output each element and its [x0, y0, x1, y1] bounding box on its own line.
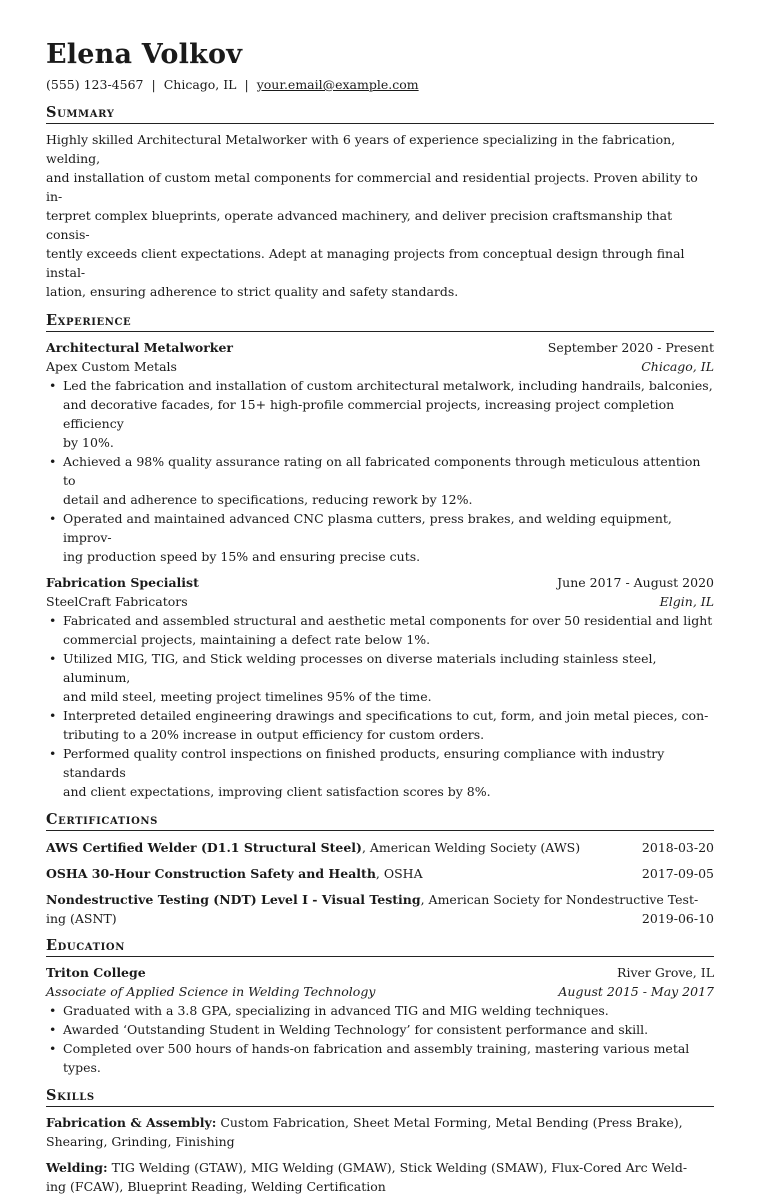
cert-name: OSHA 30-Hour Construction Safety and Health — [46, 866, 376, 881]
job-bullets — [46, 611, 714, 801]
skill-list: ing (FCAW), Blueprint Reading, Welding Certification — [46, 1179, 386, 1194]
section-title-skills: Skills — [46, 1086, 714, 1107]
bullet-item: • Completed over 500 hours of hands-on fabrication and assembly training, mastering various metal types. — [63, 1039, 714, 1077]
summary-line: and installation of custom metal components for commercial and residential projects. Proven ability to in- — [46, 170, 698, 204]
cert-date: 2018-03-20 — [641, 840, 714, 855]
summary-line: lation, ensuring adherence to strict quality and safety standards. — [46, 284, 459, 299]
skill-list: TIG Welding (GTAW), MIG Welding (GMAW), Stick Welding (SMAW), Flux-Cored Arc Weld- — [107, 1160, 688, 1175]
bullet-item: • Performed quality control inspections on finished products, ensuring compliance with industry standards and client expectations, improving client satisfaction scores by 8%. — [63, 744, 714, 801]
cert-date: 2017-09-05 — [641, 866, 714, 881]
degree: Associate of Applied Science in Welding Technology — [46, 984, 376, 999]
bullet-item: • Graduated with a 3.8 GPA, specializing in advanced TIG and MIG welding techniques. — [63, 1001, 714, 1020]
bullet-item: • Interpreted detailed engineering drawings and specifications to cut, form, and join metal pieces, con- tributing to a 20% increase in output efficiency for custom orders. — [63, 706, 714, 744]
candidate-name: Elena Volkov — [46, 39, 243, 70]
job-location: Chicago, IL — [641, 359, 714, 374]
school-location: River Grove, IL — [617, 965, 714, 980]
skills-section — [46, 1086, 714, 1196]
cert-date: 2019-06-10 — [641, 911, 714, 926]
education-section — [46, 936, 714, 1077]
section-title-certifications: Certifications — [46, 810, 714, 831]
bullet-item: • Achieved a 98% quality assurance rating on all fabricated components through meticulous attention to detail and adherence to specifications, reducing rework by 12%. — [63, 452, 714, 509]
location: Chicago, IL — [163, 77, 237, 92]
cert-issuer: , American Welding Society (AWS) — [361, 840, 581, 855]
summary-line: terpret complex blueprints, operate advanced machinery, and deliver precision craftsmanship that consis- — [46, 208, 673, 242]
summary-line: tently exceeds client expectations. Adept at managing projects from conceptual design through final instal- — [46, 246, 685, 280]
job-dates: September 2020 - Present — [547, 340, 714, 355]
job-bullets — [46, 376, 714, 566]
job-role: Architectural Metalworker — [46, 340, 234, 355]
skill-label: Fabrication & Assembly: — [46, 1115, 217, 1130]
cert-issuer-continued: ing (ASNT) — [46, 911, 117, 926]
bullet-item: • Awarded ‘Outstanding Student in Welding Technology’ for consistent performance and skill. — [63, 1020, 714, 1039]
job-dates: June 2017 - August 2020 — [557, 575, 714, 590]
certification-item — [46, 890, 714, 928]
certification-item — [46, 838, 714, 857]
experience-section — [46, 311, 714, 801]
job-company: SteelCraft Fabricators — [46, 594, 188, 609]
skill-label: Welding: — [46, 1160, 108, 1175]
job-entry — [46, 573, 714, 801]
section-title-summary: Summary — [46, 103, 714, 124]
skill-list: Custom Fabrication, Sheet Metal Forming, Metal Bending (Press Brake), — [216, 1115, 683, 1130]
bullet-item: • Led the fabrication and installation of custom architectural metalwork, including handrails, balconies, and decorative facades, for 15+ high-profile commercial projects, increasing project completion efficiency by 10%. — [63, 376, 714, 452]
cert-name: Nondestructive Testing (NDT) Level I - Visual Testing — [46, 892, 421, 907]
job-role: Fabrication Specialist — [46, 575, 199, 590]
skill-group — [46, 1158, 714, 1196]
section-title-experience: Experience — [46, 311, 714, 332]
skill-group — [46, 1113, 714, 1151]
job-location: Elgin, IL — [659, 594, 714, 609]
contact-line — [46, 76, 714, 94]
job-company: Apex Custom Metals — [46, 359, 177, 374]
summary-line: Highly skilled Architectural Metalworker with 6 years of experience specializing in the fabrication, welding, — [46, 132, 676, 166]
cert-name: AWS Certified Welder (D1.1 Structural Steel) — [46, 840, 362, 855]
section-title-education: Education — [46, 936, 714, 957]
cert-issuer: , OSHA — [375, 866, 423, 881]
skill-list: Shearing, Grinding, Finishing — [46, 1134, 235, 1149]
phone-number: (555) 123-4567 — [46, 77, 144, 92]
email-link[interactable]: your.email@example.com — [256, 77, 419, 92]
certifications-section — [46, 810, 714, 928]
bullet-item: • Operated and maintained advanced CNC plasma cutters, press brakes, and welding equipment, improv- ing production speed by 15% and ensuring precise cuts. — [63, 509, 714, 566]
bullet-item: • Fabricated and assembled structural and aesthetic metal components for over 50 residential and light commercial projects, maintaining a defect rate below 1%. — [63, 611, 714, 649]
school-name: Triton College — [46, 965, 146, 980]
certification-item — [46, 864, 714, 883]
job-entry — [46, 338, 714, 566]
resume-page — [46, 38, 714, 1196]
summary-section — [46, 103, 714, 301]
separator: | — [151, 77, 156, 92]
education-bullets — [46, 1001, 714, 1077]
separator: | — [244, 77, 249, 92]
bullet-item: • Utilized MIG, TIG, and Stick welding processes on diverse materials including stainless steel, aluminum, and mild steel, meeting project timelines 95% of the time. — [63, 649, 714, 706]
summary-text — [46, 130, 714, 301]
education-dates: August 2015 - May 2017 — [558, 984, 714, 999]
cert-issuer: , American Society for Nondestructive Test- — [420, 892, 699, 907]
